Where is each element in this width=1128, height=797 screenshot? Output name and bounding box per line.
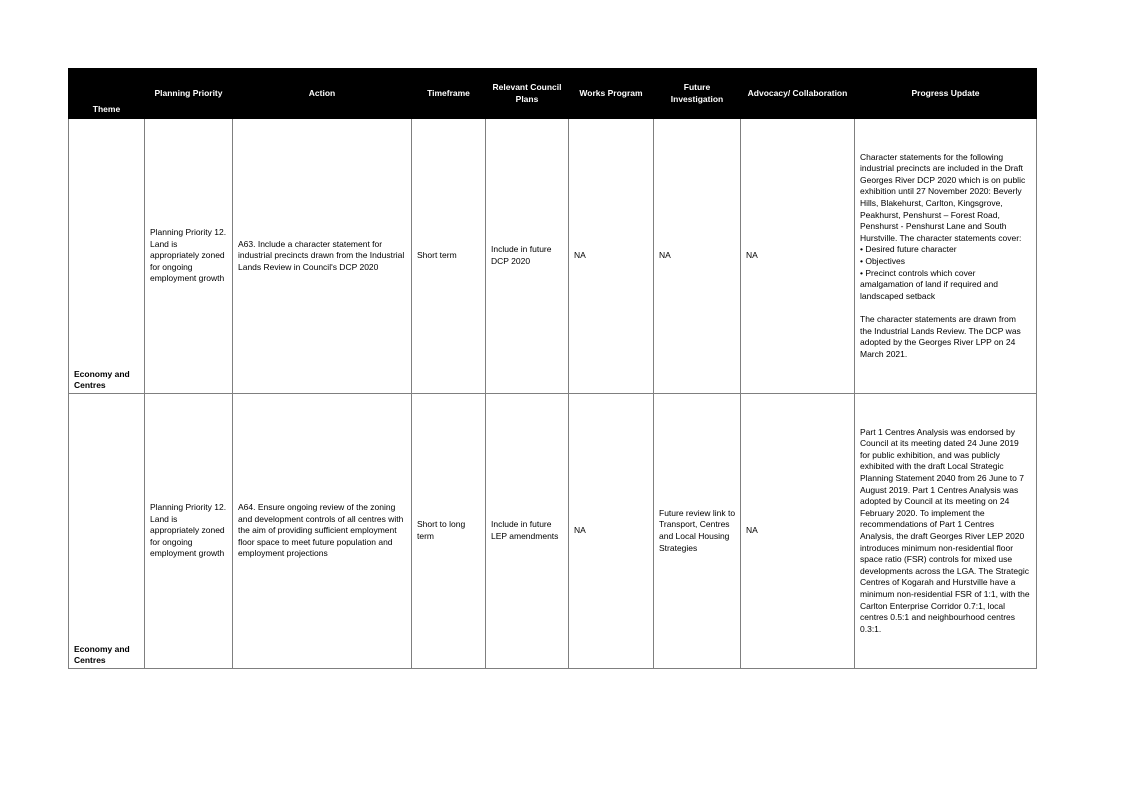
cell-planning-priority: Planning Priority 12. Land is appropriately zoned for ongoing employment growth <box>145 394 233 669</box>
cell-advocacy-collaboration: NA <box>741 119 855 394</box>
cell-works-program: NA <box>569 394 654 669</box>
progress-intro: Character statements for the following industrial precincts are included in the Draft Georges River DCP 2020 which is on public exhibition until 27 November 2020: Beverly Hills, Blakehurst, Carlton, Kingsgrove, Peakhurst, Penshurst – Forest Road, Penshurst - Penshurst Lane and South Hurstville. The character statements cover: <box>860 151 1026 243</box>
header-progress-update: Progress Update <box>855 69 1037 119</box>
list-item: • Desired future character <box>860 244 1030 256</box>
header-works-program: Works Program <box>569 69 654 119</box>
cell-action: A64. Ensure ongoing review of the zoning and development controls of all centres with the aim of providing sufficient employment floor space to meet future population and employment projections <box>233 394 412 669</box>
progress-intro: Part 1 Centres Analysis was endorsed by Council at its meeting dated 24 June 2019 for public exhibition, and was publicly exhibited with the draft Local Strategic Planning Statement 2040 from 26 June to 7 August 2019. Part 1 Centres Analysis was adopted by Council at its meeting on 24 February 2020. To implement the recommendations of Part 1 Centres Analysis, the draft Georges River LEP 2020 introduces minimum non-residential floor space ratio (FSR) controls for mixed use developments across the LGA. The Strategic Centres of Kogarah and Hurstville have a minimum non-residential FSR of 1:1, with the Carlton Enterprise Corridor 0.7:1, local centres 0.5:1 and neighbourhood centres 0.3:1. <box>860 426 1030 634</box>
cell-action: A63. Include a character statement for industrial precincts drawn from the Industrial Lands Review in Council's DCP 2020 <box>233 119 412 394</box>
cell-relevant-council-plans: Include in future LEP amendments <box>486 394 569 669</box>
cell-advocacy-collaboration: NA <box>741 394 855 669</box>
cell-timeframe: Short term <box>412 119 486 394</box>
table-row <box>69 394 1037 669</box>
cell-theme: Economy and Centres <box>69 119 145 394</box>
list-item: • Precinct controls which cover amalgamation of land if required and landscaped setback <box>860 268 1030 303</box>
cell-future-investigation: NA <box>654 119 741 394</box>
header-action: Action <box>233 69 412 119</box>
header-future-investigation: Future Investigation <box>654 69 741 119</box>
cell-planning-priority: Planning Priority 12. Land is appropriately zoned for ongoing employment growth <box>145 119 233 394</box>
paragraph-gap <box>860 302 1030 314</box>
cell-relevant-council-plans: Include in future DCP 2020 <box>486 119 569 394</box>
header-planning-priority: Planning Priority <box>145 69 233 119</box>
cell-future-investigation: Future review link to Transport, Centres and Local Housing Strategies <box>654 394 741 669</box>
cell-progress-update <box>855 119 1037 394</box>
cell-progress-update <box>855 394 1037 669</box>
planning-actions-table <box>68 68 1037 669</box>
cell-works-program: NA <box>569 119 654 394</box>
list-item: • Objectives <box>860 256 1030 268</box>
cell-theme: Economy and Centres <box>69 394 145 669</box>
header-timeframe: Timeframe <box>412 69 486 119</box>
table-row <box>69 119 1037 394</box>
header-row <box>69 69 1037 119</box>
progress-closing: The character statements are drawn from the Industrial Lands Review. The DCP was adopted by the Georges River LPP on 24 March 2021. <box>860 313 1021 359</box>
cell-timeframe: Short to long term <box>412 394 486 669</box>
progress-bullet-list <box>860 244 1030 302</box>
header-theme: Theme <box>69 69 145 119</box>
header-advocacy-collaboration: Advocacy/ Collaboration <box>741 69 855 119</box>
header-relevant-council-plans: Relevant Council Plans <box>486 69 569 119</box>
